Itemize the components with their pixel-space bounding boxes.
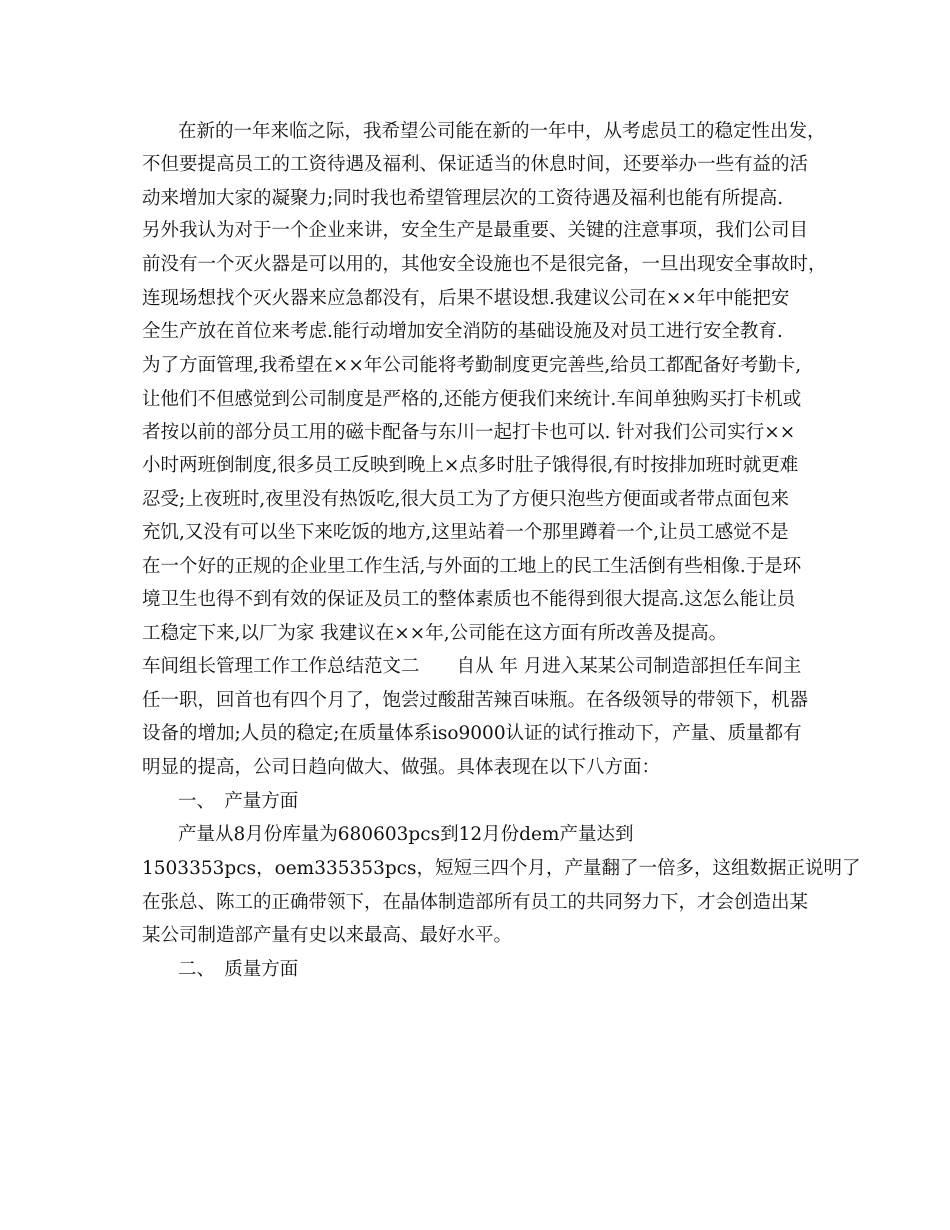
text-line: 设备的增加;人员的稳定;在质量体系iso9000认证的试行推动下，产量、质量都有: [142, 723, 802, 744]
text-line: 另外我认为对于一个企业来讲，安全生产是最重要、关键的注意事项，我们公司目: [142, 220, 809, 241]
text-line: 全生产放在首位来考虑.能行动增加安全消防的基础设施及对员工进行安全教育.: [142, 321, 783, 342]
text-line: 充饥,又没有可以坐下来吃饭的地方,这里站着一个那里蹲着一个,让员工感觉不是: [142, 522, 789, 543]
text-line: 者按以前的部分员工用的磁卡配备与东川一起打卡也可以. 针对我们公司实行××: [142, 422, 796, 443]
section-heading: 一、 产量方面: [178, 791, 299, 812]
text-line: 小时两班倒制度,很多员工反映到晚上×点多时肚子饿得很,有时按排加班时就更难: [142, 455, 799, 476]
text-line: 在一个好的正规的企业里工作生活,与外面的工地上的民工生活倒有些相像.于是环: [142, 556, 802, 577]
text-line: 工稳定下来,以厂为家 我建议在××年,公司能在这方面有所改善及提高。: [142, 623, 728, 644]
text-line: 明显的提高，公司日趋向做大、做强。具体表现在以下八方面：: [142, 757, 661, 778]
text-line: 连现场想找个灭火器来应急都没有，后果不堪设想.我建议公司在××年中能把安: [142, 288, 790, 309]
section-heading: 二、 质量方面: [178, 959, 299, 980]
text-line: 在张总、陈工的正确带领下，在晶体制造部所有员工的共同努力下，才会创造出某: [142, 892, 809, 913]
text-line: 前没有一个灭火器是可以用的，其他安全设施也不是很完备，一旦出现安全事故时，: [142, 254, 827, 275]
text-line: 任一职，回首也有四个月了，饱尝过酸甜苦辣百味瓶。在各级领导的带领下，机器: [142, 690, 809, 711]
text-line: 不但要提高员工的工资待遇及福利、保证适当的休息时间，还要举办一些有益的活: [142, 154, 809, 175]
text-line: 某公司制造部产量有史以来最高、最好水平。: [142, 925, 513, 946]
text-line: 为了方面管理,我希望在××年公司能将考勤制度更完善些,给员工都配备好考勤卡,: [142, 355, 802, 376]
text-line: 产量从8月份库量为680603pcs到12月份dem产量达到: [178, 824, 634, 845]
text-line: 忍受;上夜班时,夜里没有热饭吃,很大员工为了方便只泡些方便面或者带点面包来: [142, 489, 789, 510]
section-heading: 车间组长管理工作工作总结范文二 自从 年 月进入某某公司制造部担任车间主: [142, 656, 802, 677]
text-line: 动来增加大家的凝聚力;同时我也希望管理层次的工资待遇及福利也能有所提高.: [142, 188, 784, 209]
text-line: 在新的一年来临之际，我希望公司能在新的一年中，从考虑员工的稳定性出发，: [178, 121, 826, 142]
text-line: 境卫生也得不到有效的保证及员工的整体素质也不能得到很大提高.这怎么能让员: [142, 589, 796, 610]
text-line: 让他们不但感觉到公司制度是严格的,还能方便我们来统计.车间单独购买打卡机或: [142, 389, 802, 410]
text-line: 1503353pcs，oem335353pcs，短短三四个月，产量翻了一倍多，这组数据正说明了: [142, 858, 861, 879]
